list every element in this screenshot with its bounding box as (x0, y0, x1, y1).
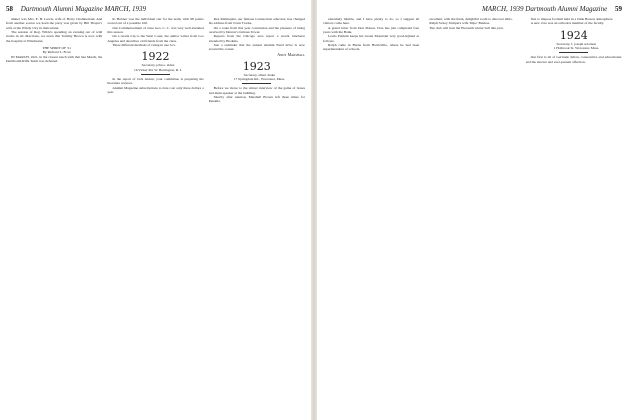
paragraph: Ralph came in Burns from Harrisville, where he had been superintendent of schools. (323, 43, 420, 52)
class-year-heading: 1924 (559, 28, 588, 42)
class-year-heading: 1923 (242, 59, 271, 73)
paragraph: Just a reminder that the annual Alumni Fund drive is now around the corner. (208, 43, 305, 52)
section-rule (559, 52, 588, 53)
paragraph: Our first is all of Gertrude Julian, consecutive and educational, and the sincere and ever-present affection. (525, 55, 622, 64)
paragraph: On a route from this year convention and the pleasure of being received by Denver's famous Tower. (208, 25, 305, 35)
class-address: 17 Springdale Rd., Worcester, Mass. (233, 77, 285, 82)
left-page (0, 0, 311, 420)
paragraph: Before we move to the winter interview of the game of bones and main speaker at the building. (208, 86, 305, 95)
left-columns (6, 17, 305, 418)
class-secretary: Secretary, john e. alden (141, 63, 175, 68)
signature: Andy Marshall (277, 51, 305, 57)
paragraph: R. Hebner was the individual star for the team, with 98 points scored out of a possible 100. (107, 17, 204, 26)
left-running-title: Dartmouth Alumni Magazine MARCH, 1939 (20, 5, 147, 13)
paragraph: Alumni Magazine subscriptions to date cost only three dollars a year. (107, 85, 204, 95)
section-byline: By Richard L. Frost (42, 50, 71, 55)
paragraph: On a recent trip to the West Coast, the author writes from Los Angeles and describes old friends from the class. (107, 34, 204, 43)
right-columns (323, 17, 622, 418)
right-running-title: MARCH, 1939 Dartmouth Alumni Magazine (481, 5, 608, 13)
paragraph: first to impose football held in a brisk Boston atmosphere. (530, 17, 614, 21)
paragraph: Reports from the Chicago area report a recent luncheon attended by Hoskins. (208, 34, 305, 43)
left-page-number: 58 (6, 5, 13, 13)
paragraph: Shortly after reunion, Marshall Brown left three times for Panama. (208, 95, 305, 104)
right-column-2 (424, 17, 520, 418)
paragraph: Our Commencement of class Geo. C. C. was very well attended this season. (107, 25, 204, 35)
paragraph: Ralph Stoley Temple's wife 'Dipo' Bushoe. (429, 21, 491, 26)
right-page (317, 0, 628, 420)
section-rule (141, 74, 170, 75)
paragraph: A grand letter from Don Mason. Don has just completed four years with the Bank. (323, 25, 420, 35)
left-column-3 (209, 17, 305, 418)
right-page-number: 59 (615, 5, 622, 13)
right-running-header (323, 5, 622, 15)
paragraph: Three different methods of rating in use Jo's. (112, 43, 176, 48)
paragraph: extremely likable, and I have plenty to do, so I suggest all visitors come here. (323, 17, 420, 26)
section-rule (242, 83, 271, 84)
paragraph: Lewis Putnam keeps his Green Mountain very good-lighted as follows. (323, 34, 420, 43)
left-column-2 (107, 17, 203, 418)
paragraph: IN MARCH, 1921, in the closest touch with that late March, the Dartmouth Rifle Team was defeated. (6, 54, 103, 63)
paragraph: The session of Reg. Wilde's spending an evening out of wild tracks in all directions, we learn that Tommy Brown is now with the hospital at Winchester. (6, 30, 103, 43)
class-address: 16 Vicker Rd. W. Barrington, R. I. (133, 67, 183, 72)
paragraph: dinner was Mrs. E. B. Lewis, wife of Harry Chamberlain. And from another source we learn the party was given by Bill Thayer's wife at the Windy City in mid-winter. (6, 17, 103, 30)
right-column-3 (526, 17, 622, 418)
paragraph: In the report of Jack Alsten, your committee is preparing his literature reviews. (107, 77, 204, 86)
paragraph: The club will host the Eleventh winter ball this year. (429, 25, 504, 30)
paragraph: Rex Malmquist, our famous Connecticut educator, has changed his address from Town Tracks. (208, 17, 305, 26)
class-year-heading: 1922 (141, 50, 170, 64)
section-heading: THE SPIRIT OF '21 (42, 46, 71, 51)
paragraph: excellent, with the fresh, delightful room to discover Ohio. (429, 17, 513, 21)
class-secretary: Secretary, albert drake (243, 72, 275, 77)
right-column-1 (323, 17, 419, 418)
paragraph: A new vote was an orthodox member of the faculty. (530, 21, 605, 26)
class-secretary: Secretary, f. joseph solomon (556, 41, 597, 46)
class-address: 1 Holbrook St. Worcester, Mass. (553, 45, 600, 50)
left-running-header (6, 5, 305, 15)
left-column-1 (6, 17, 102, 418)
